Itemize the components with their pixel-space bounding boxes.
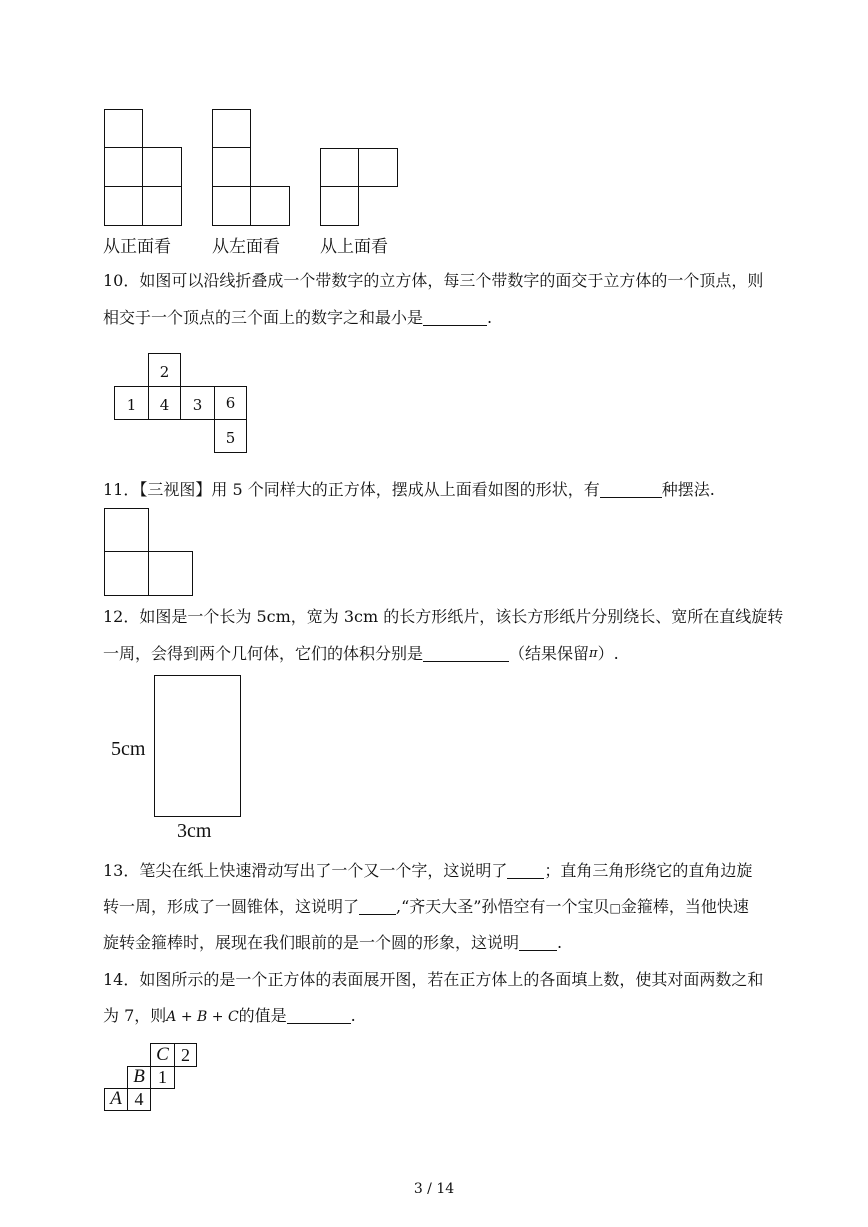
q14-net-letter: B bbox=[133, 1066, 145, 1087]
q10-answer-blank bbox=[423, 309, 487, 326]
q14-net-cell bbox=[127, 1088, 151, 1111]
net-cell-number: 2 bbox=[159, 363, 170, 381]
q11-cell bbox=[104, 508, 149, 552]
q13-box-char: □ bbox=[609, 901, 621, 915]
front-view-cell bbox=[104, 147, 143, 187]
top-view-label: 从上面看 bbox=[320, 237, 388, 257]
q13-line1-end: ；直角三角形绕它的直角边旋 bbox=[544, 861, 753, 880]
q13-line2-text: 转一周，形成了一圆锥体，这说明了 bbox=[103, 897, 360, 916]
net-cell bbox=[148, 353, 181, 387]
net-cell-number: 5 bbox=[225, 429, 236, 447]
q12-height-label: 5cm bbox=[111, 738, 146, 760]
q14-line2 bbox=[103, 1006, 356, 1027]
net-cell-number: 6 bbox=[225, 394, 236, 412]
q12-answer-blank bbox=[423, 645, 509, 662]
q10-line2-text: 相交于一个顶点的三个面上的数字之和最小是 bbox=[103, 308, 424, 327]
q13-answer-blank-2 bbox=[359, 898, 396, 915]
q10-line1: 10．如图可以沿线折叠成一个带数字的立方体，每三个带数字的面交于立方体的一个顶点，则 bbox=[103, 271, 764, 290]
q13-line2-mid: ,“齐天大圣”孙悟空有一个宝贝 bbox=[396, 897, 610, 916]
q13-answer-blank-1 bbox=[507, 862, 544, 879]
left-view-cell bbox=[250, 186, 290, 226]
front-view-cell bbox=[142, 147, 182, 187]
q14-line2-end: . bbox=[350, 1006, 356, 1025]
q14-net-cell bbox=[150, 1066, 175, 1089]
q11-text-end: 种摆法. bbox=[661, 480, 715, 499]
q11-cell bbox=[148, 551, 193, 596]
q14-net-letter: A bbox=[110, 1088, 122, 1109]
q12-line2-note: （结果保留 bbox=[509, 644, 590, 663]
q14-line2-mid: 的值是 bbox=[238, 1006, 287, 1025]
q12-line2 bbox=[103, 644, 619, 664]
q14-net-cell bbox=[174, 1043, 197, 1067]
q13-line3-text: 旋转金箍棒时，展现在我们眼前的是一个圆的形象，这说明 bbox=[103, 933, 520, 952]
net-cell-number: 3 bbox=[192, 396, 203, 414]
q13-line1 bbox=[103, 861, 752, 881]
q13-line2-end: 金箍棒，当他快速 bbox=[620, 897, 749, 916]
q14-answer-blank bbox=[287, 1007, 351, 1024]
left-view-cell bbox=[212, 186, 251, 226]
q12-line2-text: 一周，会得到两个几何体，它们的体积分别是 bbox=[103, 644, 424, 663]
net-cell bbox=[180, 386, 215, 420]
q14-net-number: 4 bbox=[134, 1089, 144, 1109]
net-cell-number: 4 bbox=[159, 396, 170, 414]
net-cell bbox=[214, 386, 247, 420]
q14-net-number: 2 bbox=[181, 1045, 190, 1065]
q14-net-cell bbox=[104, 1088, 128, 1111]
left-view-cell bbox=[212, 147, 251, 187]
top-view-cell bbox=[358, 148, 398, 187]
q10-line2-end: . bbox=[487, 308, 493, 327]
q13-line3 bbox=[103, 933, 562, 953]
page-number: 3 / 14 bbox=[413, 1181, 455, 1197]
q12-line1: 12．如图是一个长为 5cm，宽为 3cm 的长方形纸片，该长方形纸片分别绕长、宽所在直线旋转 bbox=[103, 607, 784, 626]
net-cell bbox=[148, 386, 181, 420]
net-cell bbox=[114, 386, 149, 420]
q11-answer-blank bbox=[600, 481, 662, 498]
q13-line3-end: . bbox=[557, 933, 563, 952]
q11-text: 11．【三视图】用 5 个同样大的正方体，摆成从上面看如图的形状，有 bbox=[103, 480, 600, 499]
q14-net-letter: C bbox=[156, 1044, 169, 1065]
left-view-label: 从左面看 bbox=[212, 237, 280, 257]
q12-line2-end: ）. bbox=[597, 644, 619, 663]
net-cell-number: 1 bbox=[126, 396, 137, 414]
left-view-cell bbox=[212, 109, 251, 148]
q12-rectangle bbox=[154, 675, 241, 817]
q13-answer-blank-3 bbox=[519, 934, 557, 951]
q14-net-cell bbox=[150, 1043, 175, 1067]
q11-line1 bbox=[103, 480, 715, 500]
net-cell bbox=[214, 419, 247, 453]
q13-line1-text: 13．笔尖在纸上快速滑动写出了一个又一个字，这说明了 bbox=[103, 861, 508, 880]
q14-net-cell bbox=[127, 1066, 151, 1089]
top-view-cell bbox=[320, 186, 359, 226]
q12-width-label: 3cm bbox=[177, 820, 212, 842]
q14-expression: A + B + C bbox=[166, 1009, 239, 1025]
top-view-cell bbox=[320, 148, 359, 187]
q11-cell bbox=[104, 551, 149, 596]
pi-symbol: π bbox=[589, 646, 598, 661]
q10-line2 bbox=[103, 308, 492, 328]
front-view-cell bbox=[104, 109, 143, 148]
q14-line2-text: 为 7，则 bbox=[103, 1006, 167, 1025]
q14-line1: 14．如图所示的是一个正方体的表面展开图，若在正方体上的各面填上数，使其对面两数之和 bbox=[103, 970, 764, 989]
front-view-cell bbox=[142, 186, 182, 226]
front-view-label: 从正面看 bbox=[103, 237, 171, 257]
front-view-cell bbox=[104, 186, 143, 226]
q14-net-number: 1 bbox=[158, 1067, 167, 1087]
q13-line2 bbox=[103, 897, 749, 918]
